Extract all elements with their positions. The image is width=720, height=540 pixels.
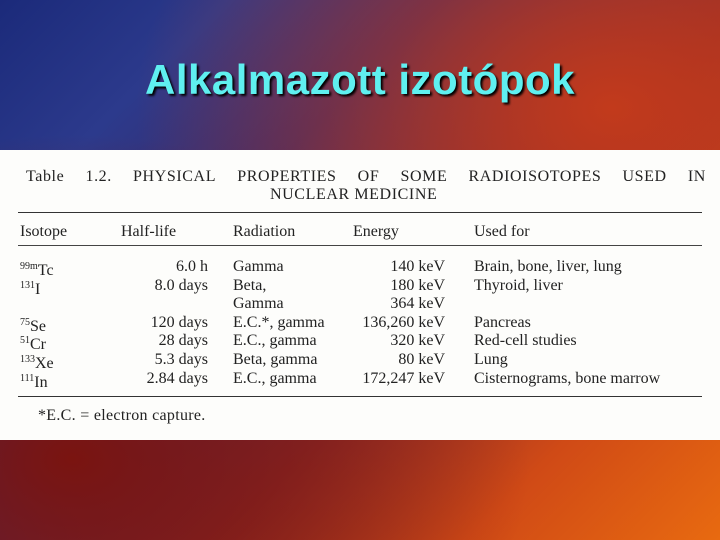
cell-radiation: Beta, — [233, 276, 267, 294]
caption-word: RADIOISOTOPES — [468, 168, 602, 185]
cell-half-life: 120 days — [150, 313, 208, 331]
cell-energy: 80 keV — [398, 351, 445, 368]
table-top-rule — [18, 212, 702, 213]
caption-word: 1.2. — [85, 168, 112, 185]
cell-half-life: 5.3 days — [154, 351, 208, 368]
isotope-symbol: Xe — [35, 355, 54, 372]
cell-used-for: Cisternograms, bone marrow — [474, 369, 661, 387]
header-radiation: Radiation — [233, 223, 296, 240]
cell-half-life: 8.0 days — [154, 276, 208, 294]
caption-word: PHYSICAL — [133, 168, 217, 185]
isotope-mass-number: 51 — [20, 335, 30, 347]
cell-half-life: 28 days — [158, 332, 208, 350]
table-header-rule — [18, 245, 702, 246]
cell-half-life: 2.84 days — [146, 369, 208, 387]
isotope-mass-number: 133 — [20, 354, 35, 365]
header-energy: Energy — [353, 223, 399, 240]
isotope-symbol: I — [35, 280, 41, 298]
cell-used-for: Pancreas — [474, 313, 531, 331]
isotope-symbol: Se — [30, 317, 46, 335]
cell-energy: 364 keV — [390, 295, 445, 313]
caption-word: OF — [357, 168, 380, 185]
cell-radiation: E.C., gamma — [233, 369, 317, 387]
header-isotope: Isotope — [20, 223, 68, 240]
cell-energy: 320 keV — [390, 332, 445, 350]
cell-radiation: Gamma — [233, 258, 284, 275]
table-caption — [26, 168, 706, 204]
caption-word: PROPERTIES — [237, 168, 337, 185]
isotope-mass-number: 131 — [20, 279, 35, 291]
header-half-life: Half-life — [121, 223, 177, 240]
caption-line-2: NUCLEAR MEDICINE — [270, 186, 438, 203]
isotope-symbol: In — [34, 373, 48, 391]
cell-energy: 180 keV — [390, 276, 445, 294]
slide-title: Alkalmazott izotópok — [144, 56, 576, 103]
caption-word: USED — [622, 168, 667, 185]
cell-radiation: Gamma — [233, 295, 284, 313]
cell-energy: 136,260 keV — [362, 313, 445, 331]
cell-isotope — [20, 370, 48, 392]
table-bottom-rule — [18, 396, 702, 397]
caption-word: SOME — [400, 168, 448, 185]
caption-word: IN — [687, 168, 706, 185]
table-document — [0, 150, 720, 440]
cell-isotope — [20, 277, 40, 299]
cell-used-for: Brain, bone, liver, lung — [474, 258, 622, 275]
cell-radiation: E.C.*, gamma — [233, 313, 325, 331]
cell-energy: 172,247 keV — [362, 369, 445, 387]
cell-half-life: 6.0 h — [176, 258, 208, 275]
isotope-symbol: Cr — [30, 336, 46, 354]
cell-used-for: Red-cell studies — [474, 332, 577, 350]
isotope-mass-number: 99m — [20, 261, 38, 272]
cell-used-for: Thyroid, liver — [474, 276, 563, 294]
isotope-symbol: Tc — [37, 262, 54, 279]
cell-radiation: Beta, gamma — [233, 351, 318, 368]
cell-energy: 140 keV — [390, 258, 445, 275]
cell-used-for: Lung — [474, 351, 508, 368]
table-footnote: *E.C. = electron capture. — [38, 407, 206, 424]
cell-radiation: E.C., gamma — [233, 332, 317, 350]
isotope-mass-number: 111 — [20, 372, 35, 384]
isotope-mass-number: 75 — [20, 316, 30, 328]
caption-word: Table — [26, 168, 65, 185]
header-used-for: Used for — [474, 223, 530, 240]
